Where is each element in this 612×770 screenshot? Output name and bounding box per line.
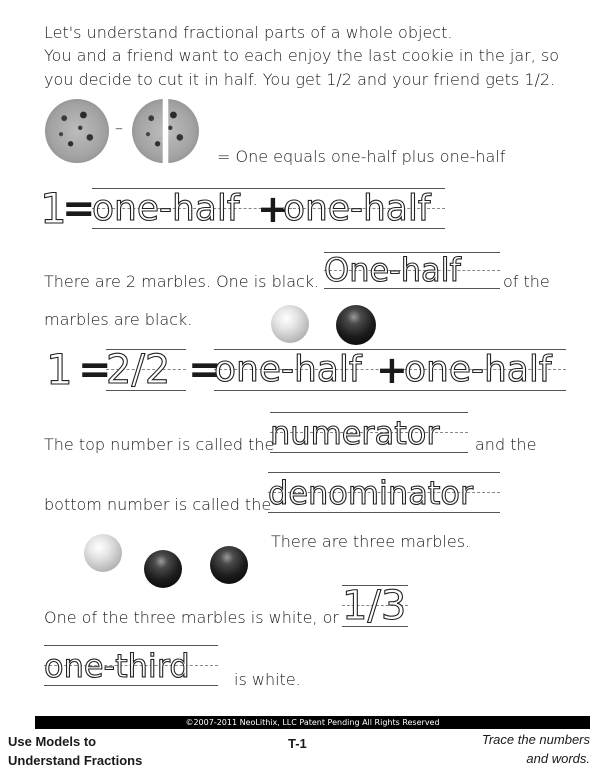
trace-box-fraction — [106, 346, 186, 394]
plus-sign-2: + — [376, 348, 408, 392]
black-marble-3 — [210, 546, 248, 584]
marbles-two-text-b: of the — [503, 272, 550, 291]
numerator-sentence-end: and the — [475, 435, 537, 454]
white-marble — [271, 305, 309, 343]
trace-fraction-one-third: 1/3 — [342, 583, 407, 629]
trace-box-one-half-word — [324, 250, 500, 292]
trace-one-half-word: One-half — [324, 251, 461, 289]
numerator-sentence: The top number is called the — [44, 435, 275, 454]
intro-line-1: Let's understand fractional parts of a whole object. — [44, 23, 453, 42]
footer-instructions — [482, 730, 590, 768]
footer-title — [8, 732, 142, 770]
trace-one-half-a: one-half — [92, 188, 240, 229]
halved-cookie-image — [132, 99, 198, 163]
trace-one-half-c: one-half — [214, 349, 362, 390]
plus-sign: + — [257, 187, 289, 231]
denominator-sentence: bottom number is called the — [44, 495, 272, 514]
three-marbles-caption: There are three marbles. — [271, 532, 471, 551]
page-number: T-1 — [288, 736, 307, 751]
marbles-two-text-a: There are 2 marbles. One is black. — [44, 272, 320, 291]
equals-sign-b: = — [188, 347, 222, 393]
black-marble-2 — [144, 550, 182, 588]
trace-fraction-two-halves: 2/2 — [106, 347, 171, 393]
footer-note-line-2: and words. — [526, 751, 590, 766]
trace-one-2: 1 — [46, 345, 73, 394]
trace-box-denominator — [268, 470, 500, 516]
whole-cookie-image — [45, 99, 109, 163]
black-marble — [336, 305, 376, 345]
trace-box-half-d — [404, 346, 566, 394]
equation-one-halves — [40, 186, 446, 232]
intro-line-3: you decide to cut it in half. You get 1/2 and your friend gets 1/2. — [44, 70, 556, 89]
intro-line-2: You and a friend want to each enjoy the last cookie in the jar, so — [44, 46, 560, 65]
cookie-minus-sign: – — [115, 118, 123, 137]
trace-denominator: denominator — [268, 474, 474, 512]
white-marble-2 — [84, 534, 122, 572]
equals-sign-a: = — [78, 347, 112, 393]
copyright-bar: ©2007-2011 NeoLithix, LLC Patent Pending All Rights Reserved — [35, 716, 590, 729]
trace-numerator: numerator — [270, 414, 440, 452]
trace-box-one-third-word — [44, 643, 218, 689]
footer-note-line-1: Trace the numbers — [481, 732, 590, 747]
trace-one: 1 — [40, 184, 67, 233]
one-of-three-text: One of the three marbles is white, or — [44, 608, 339, 627]
footer-title-line-1: Use Models to — [8, 734, 97, 749]
trace-box-numerator — [270, 410, 468, 456]
is-white-text: is white. — [234, 670, 301, 689]
trace-box-half-b — [283, 186, 445, 232]
marbles-two-text-c: marbles are black. — [44, 310, 193, 329]
trace-one-half-d: one-half — [404, 349, 552, 390]
trace-one-third-word: one-third — [44, 647, 190, 685]
equals-sign: = — [62, 186, 96, 232]
trace-box-one-third-fraction — [342, 582, 408, 630]
footer-title-line-2: Understand Fractions — [8, 753, 143, 768]
trace-one-half-b: one-half — [283, 188, 431, 229]
equation-two-halves — [46, 346, 566, 394]
cookie-caption: = One equals one-half plus one-half — [217, 147, 506, 166]
